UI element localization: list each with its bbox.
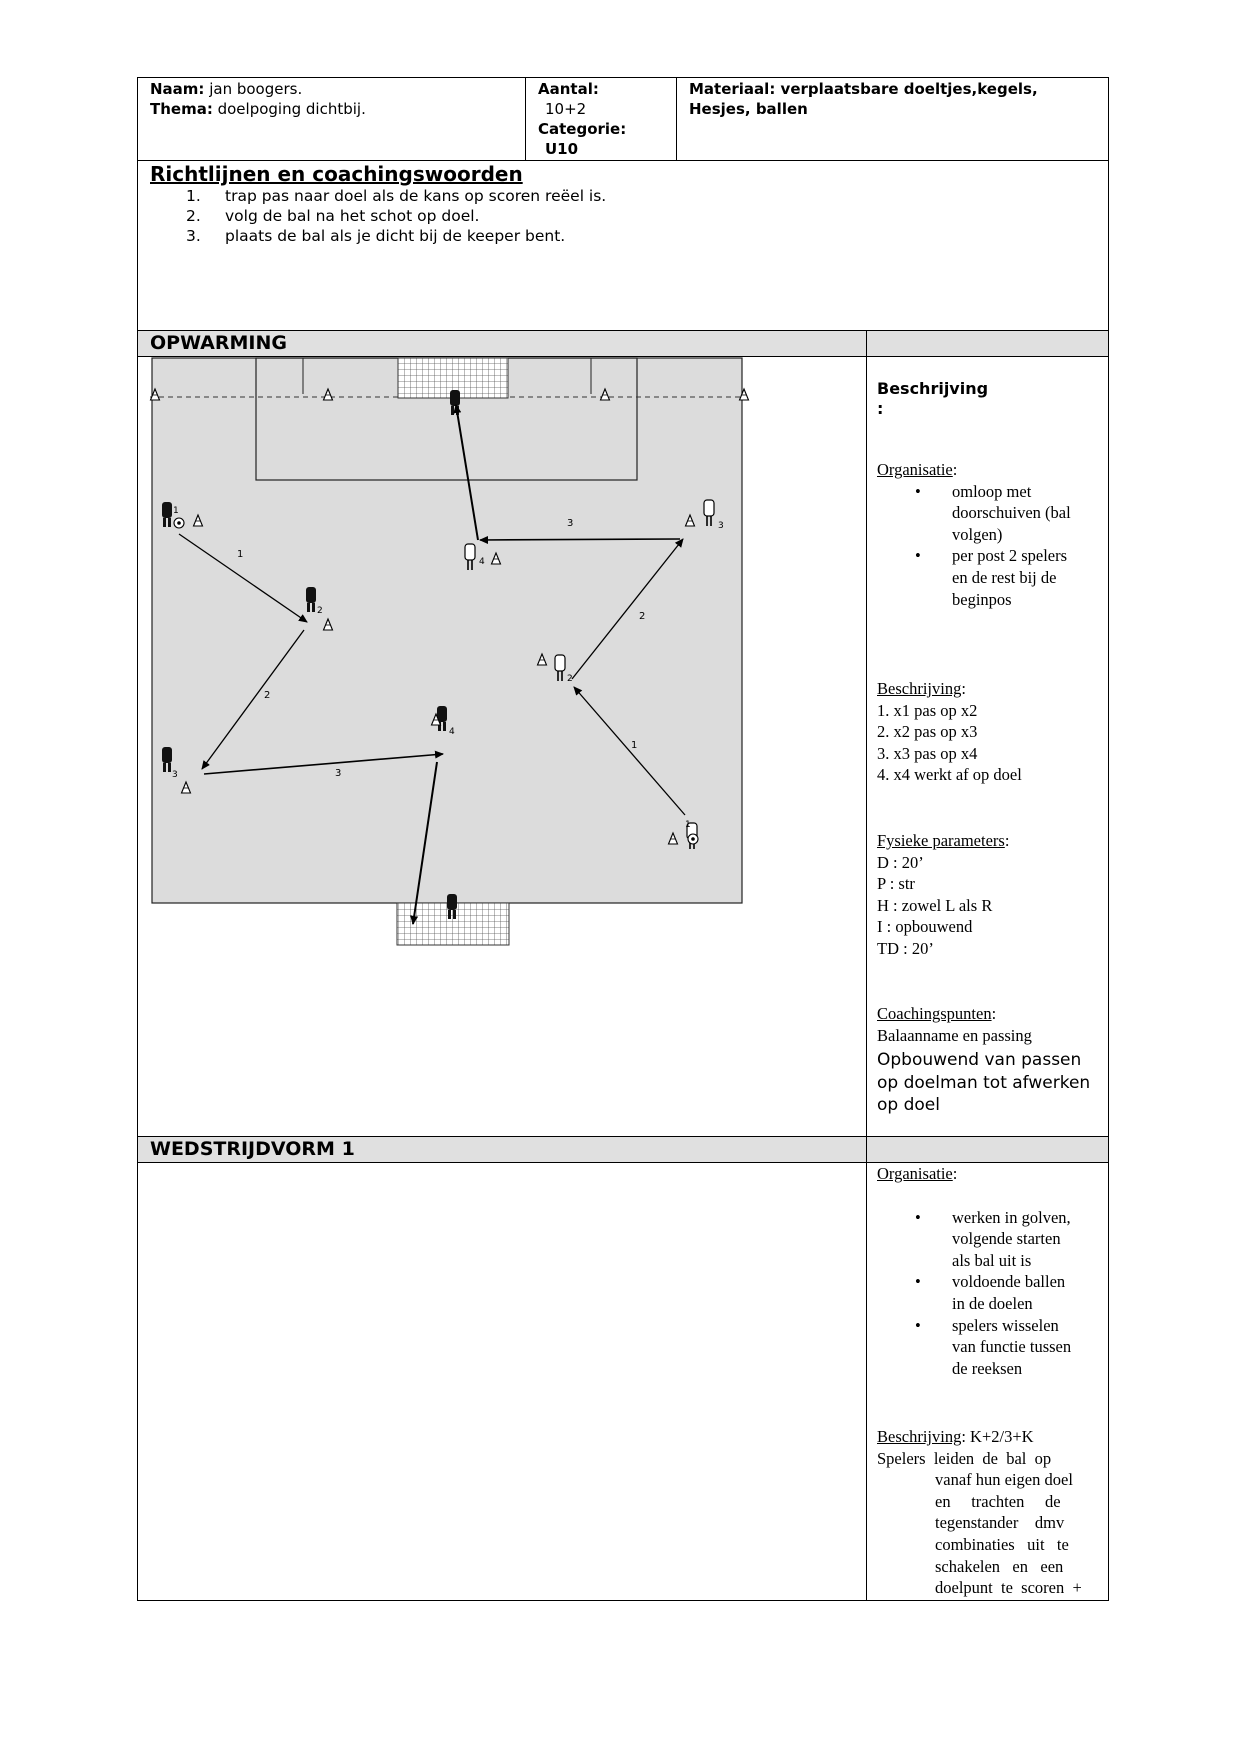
player-number: 1 — [173, 506, 179, 516]
beschrijving-heading: Beschrijving : — [877, 379, 989, 418]
opwarming-fysieke: Fysieke parameters: D : 20’ P : str H : zowel L als R I : opbouwend TD : 20’ — [877, 830, 1102, 960]
wedstrijd-beschrijving: Beschrijving: K+2/3+K Spelers leiden de bal op vanaf hun eigen doel en trachten de tegenstander dmv combinaties uit te schakelen en een doelpunt te scoren + — [877, 1426, 1099, 1599]
opwarming-beschrijving: Beschrijving: 1. x1 pas op x2 2. x2 pas op x3 3. x3 pas op x4 4. x4 werkt af op doel — [877, 678, 1102, 786]
text-line: Opbouwend van passen — [877, 1050, 1082, 1070]
organisatie-label: Organisatie — [877, 1164, 953, 1183]
opwarming-column-divider — [866, 330, 867, 1136]
beschrijving-label: Beschrijving — [877, 679, 962, 698]
coaching-label: Coachingspunten — [877, 1004, 992, 1023]
naam-line — [150, 80, 302, 99]
player-number: 2 — [567, 674, 573, 684]
text-line: 4. x4 werkt af op doel — [877, 765, 1022, 785]
guideline-item: 1. trap pas naar doel als de kans op scoren reëel is. — [186, 187, 607, 205]
text-line: combinaties uit te — [935, 1534, 1069, 1554]
text-line: I : opbouwend — [877, 917, 973, 937]
text-line: Spelers leiden de bal op — [877, 1448, 1052, 1468]
organisatie-label: Organisatie — [877, 460, 953, 479]
arrow-label: 3 — [567, 518, 574, 529]
materiaal-line-1: Materiaal: verplaatsbare doeltjes,kegels, — [689, 80, 1038, 98]
guidelines-list — [186, 186, 606, 246]
ball-icon — [688, 834, 698, 844]
player-number: 3 — [172, 770, 178, 780]
categorie-value: U10 — [545, 140, 579, 158]
materiaal-line-2: Hesjes, ballen — [689, 100, 808, 118]
list-item: • omloop met doorschuiven (bal volgen) — [877, 481, 1102, 546]
thema-line — [150, 100, 366, 119]
opwarming-coaching-extra — [877, 1049, 1105, 1117]
aantal-value: 10+2 — [545, 100, 587, 118]
categorie-label: Categorie: — [538, 120, 627, 138]
wedstrijd-column-divider — [866, 1136, 867, 1601]
list-item: • werken in golven, volgende starten als bal uit is — [877, 1207, 1102, 1272]
player-number: 4 — [449, 727, 455, 737]
opwarming-coaching: Coachingspunten: Balaanname en passing — [877, 1003, 1102, 1046]
warmup-drill-diagram — [140, 357, 762, 962]
text-line: schakelen en een — [935, 1556, 1064, 1576]
ball-icon — [174, 518, 184, 528]
header-bottom-line — [137, 160, 1109, 161]
arrow-label: 2 — [639, 611, 646, 622]
player-number: 4 — [479, 557, 485, 567]
guidelines-title: Richtlijnen en coachingswoorden — [150, 162, 523, 186]
text-line: op doel — [877, 1095, 940, 1115]
thema-label: Thema: — [150, 100, 213, 118]
arrow-label: 3 — [335, 768, 342, 779]
text-line: doelpunt te scoren + — [935, 1578, 1082, 1598]
list-item: • voldoende ballen in de doelen — [877, 1271, 1102, 1314]
arrow-label: 1 — [237, 549, 244, 560]
naam-label: Naam: — [150, 80, 205, 98]
opwarming-organisatie: Organisatie: • omloop met doorschuiven (bal volgen) • per post 2 spelers en de rest bij de beginpos — [877, 459, 1102, 610]
aantal-label: Aantal: — [538, 80, 599, 98]
player-number: 1 — [685, 820, 691, 830]
text-line: 2. x2 pas op x3 — [877, 722, 978, 742]
text-line: 1. x1 pas op x2 — [877, 700, 978, 720]
text-line: TD : 20’ — [877, 938, 934, 958]
guideline-item: 2. volg de bal na het schot op doel. — [186, 207, 480, 225]
beschrijving-label: Beschrijving — [877, 1427, 962, 1446]
text-line: 3. x3 pas op x4 — [877, 743, 978, 763]
text-line: op doelman tot afwerken — [877, 1072, 1091, 1093]
text-line: en trachten de — [935, 1491, 1061, 1511]
list-item: • per post 2 spelers en de rest bij de beginpos — [877, 545, 1102, 610]
organisatie-list — [877, 1207, 1102, 1380]
thema-value: doelpoging dichtbij. — [212, 100, 366, 118]
arrow-label: 1 — [631, 740, 638, 751]
player-number: 2 — [317, 606, 323, 616]
header-divider-1 — [525, 77, 526, 160]
text-line: D : 20’ — [877, 852, 924, 872]
pass-arrow — [480, 539, 680, 540]
text-line: H : zowel L als R — [877, 895, 993, 915]
arrow-label: 2 — [264, 690, 271, 701]
wedstrijdvorm-title: WEDSTRIJDVORM 1 — [150, 1138, 355, 1160]
guideline-item: 3. plaats de bal als je dicht bij de keeper bent. — [186, 227, 566, 245]
text-line: tegenstander dmv — [935, 1513, 1065, 1533]
pitch-field — [152, 358, 742, 903]
fysieke-label: Fysieke parameters — [877, 831, 1005, 850]
wedstrijd-organisatie: Organisatie: • werken in golven, volgende starten als bal uit is • voldoende ballen in de doelen • spelers wisselen van functie tussen de reeksen — [877, 1163, 1102, 1379]
naam-value: jan boogers. — [204, 80, 303, 98]
list-item: • spelers wisselen van functie tussen de reeksen — [877, 1315, 1102, 1380]
player-number: 3 — [718, 521, 724, 531]
text-line: Balaanname en passing — [877, 1025, 1032, 1045]
text-line: P : str — [877, 874, 915, 894]
header-divider-2 — [676, 77, 677, 160]
opwarming-title: OPWARMING — [150, 332, 287, 354]
organisatie-list — [877, 481, 1102, 611]
text-line: vanaf hun eigen doel — [935, 1470, 1073, 1490]
